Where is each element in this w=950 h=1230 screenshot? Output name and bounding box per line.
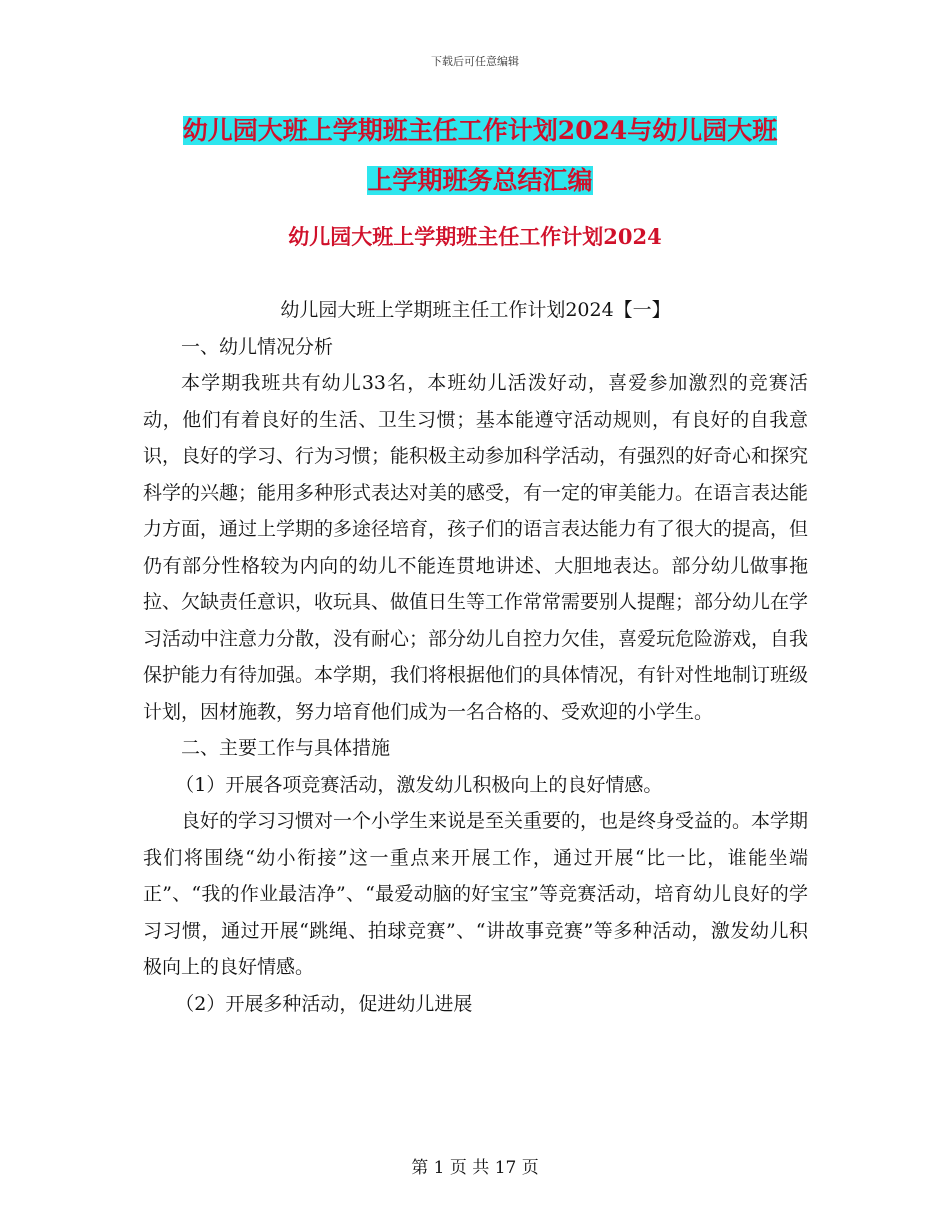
body-paragraph: 良好的学习习惯对一个小学生来说是至关重要的，也是终身受益的。本学期我们将围绕“幼小衔接”这一重点来开展工作，通过开展“比一比，谁能坐端正”、“我的作业最洁净”、“最爱动脑的好宝宝”等竞赛活动，培育幼儿良好的学习习惯，通过开展“跳绳、拍球竞赛”、“讲故事竞赛”等多种活动，激发幼儿积极向上的良好情感。 xyxy=(143,810,809,978)
main-title-line-2: 上学期班务总结汇编 xyxy=(367,166,593,195)
page-header-note: 下载后可任意编辑 xyxy=(431,55,519,68)
section-heading-2: 二、主要工作与具体措施 xyxy=(181,737,391,759)
section-subtitle: 幼儿园大班上学期班主任工作计划2024 xyxy=(288,224,662,249)
section-heading-1: 一、幼儿情况分析 xyxy=(181,335,334,358)
measure-item-1: （1）开展各项竞赛活动，激发幼儿积极向上的良好情感。 xyxy=(175,773,663,796)
document-main-title xyxy=(140,106,820,206)
plan-heading: 幼儿园大班上学期班主任工作计划2024【一】 xyxy=(280,299,671,321)
body-paragraph: 本学期我班共有幼儿33名，本班幼儿活泼好动，喜爱参加激烈的竞赛活动，他们有着良好的生活、卫生习惯；基本能遵守活动规则，有良好的自我意识，良好的学习、行为习惯；能积极主动参加科学活动，有强烈的好奇心和探究科学的兴趣；能用多种形式表达对美的感受，有一定的审美能力。在语言表达能力方面，通过上学期的多途径培育，孩子们的语言表达能力有了很大的提高，但仍有部分性格较为内向的幼儿不能连贯地讲述、大胆地表达。部分幼儿做事拖拉、欠缺责任意识，收玩具、做值日生等工作常常需要别人提醒；部分幼儿在学习活动中注意力分散，没有耐心；部分幼儿自控力欠佳，喜爱玩危险游戏，自我保护能力有待加强。本学期，我们将根据他们的具体情况，有针对性地制订班级计划，因材施教，努力培育他们成为一名合格的、受欢迎的小学生。 xyxy=(143,372,809,723)
page-number: 第 1 页 共 17 页 xyxy=(411,1158,539,1178)
document-body xyxy=(143,292,808,1022)
main-title-line-1: 幼儿园大班上学期班主任工作计划2024与幼儿园大班 xyxy=(182,116,778,145)
measure-item-2: （2）开展多种活动，促进幼儿进展 xyxy=(175,992,473,1015)
